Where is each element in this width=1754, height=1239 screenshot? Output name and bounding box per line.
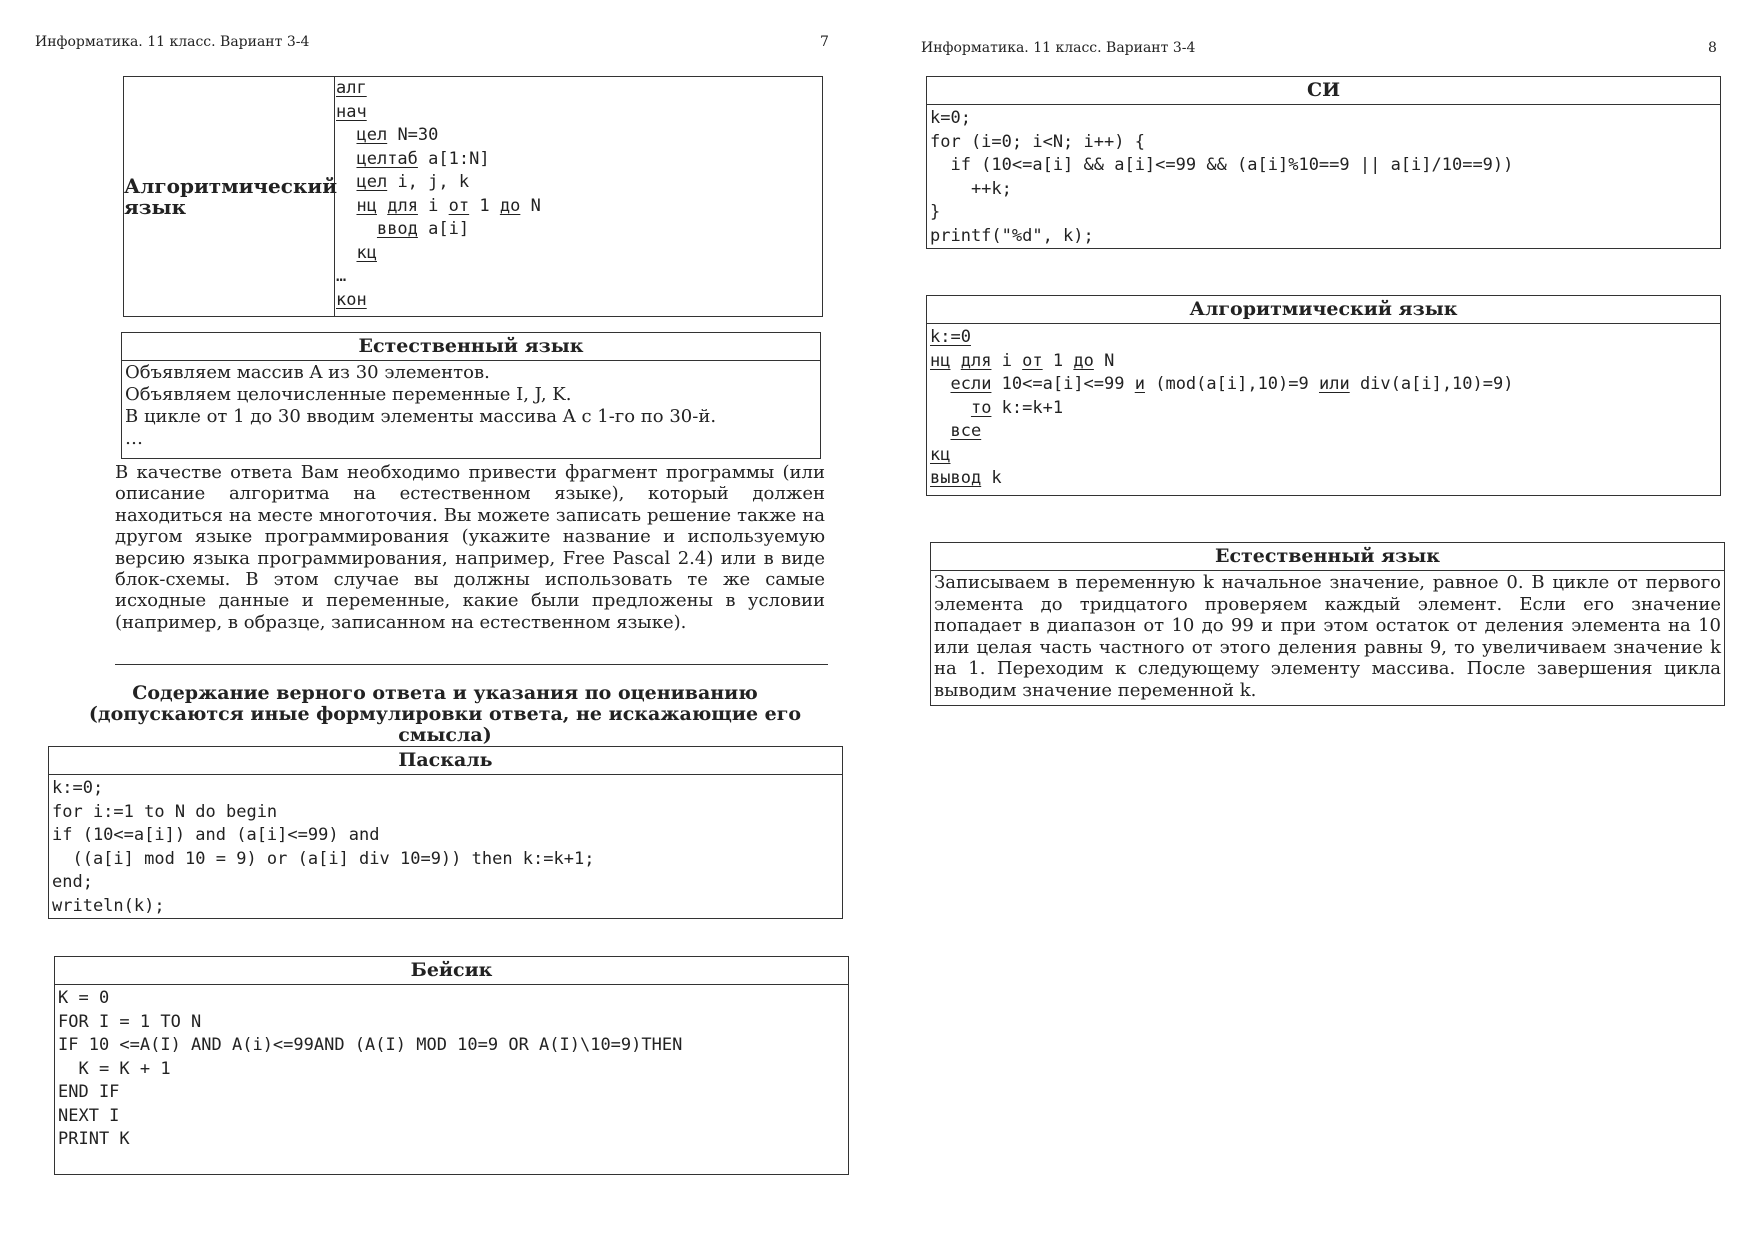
left-page-header: Информатика. 11 класс. Вариант 3-4 xyxy=(35,34,310,50)
alg-language-code: алг нач цел N=30 целтаб a[1:N] цел i, j, k нц для i от 1 до N ввод a[i] кц … кон xyxy=(336,78,541,310)
basic-code: K = 0 FOR I = 1 TO N IF 10 <=A(I) AND A(i)<=99AND (A(I) MOD 10=9 OR A(I)\10=9)THEN K = K + 1 END IF NEXT I PRINT K xyxy=(58,988,683,1149)
natural-answer-title: Естественный язык xyxy=(931,543,1724,571)
basic-box xyxy=(54,956,849,1175)
natural-language-title: Естественный язык xyxy=(122,333,820,361)
c-language-box xyxy=(926,76,1721,249)
natural-answer-box xyxy=(930,542,1725,706)
left-page-number: 7 xyxy=(820,34,829,50)
pascal-title: Паскаль xyxy=(49,747,842,775)
instruction-paragraph: В качестве ответа Вам необходимо привести фрагмент программы (или описание алгоритма на естественном языке), который должен находиться на месте многоточия. Вы можете записать решение также на другом языке программирования (укажите название и используемую версию языка программирования, например, Free Pascal 2.4) или в виде блок-схемы. В этом случае вы должны использовать те же самые исходные данные и переменные, какие были предложены в условии (например, в образце, записанном на естественном языке). xyxy=(115,462,825,633)
pascal-code: k:=0; for i:=1 to N do begin if (10<=a[i]) and (a[i]<=99) and ((a[i] mod 10 = 9) or (a[i] div 10=9)) then k:=k+1; end; writeln(k); xyxy=(52,778,595,916)
basic-title: Бейсик xyxy=(55,957,848,985)
natural-answer-text: Записываем в переменную k начальное значение, равное 0. В цикле от первого элемента до тридцатого проверяем каждый элемент. Если его значение попадает в диапазон от 10 до 99 и при этом остаток от деления элемента на 10 или целая часть частного от этого деления равны 9, то увеличиваем значение k на 1. Переходим к следующему элементу массива. После завершения цикла выводим значение переменной k. xyxy=(934,572,1721,701)
c-language-title: СИ xyxy=(927,77,1720,105)
alg-language-label: Алгоритмический язык xyxy=(124,77,335,316)
right-page-header: Информатика. 11 класс. Вариант 3-4 xyxy=(921,40,1196,56)
answer-section-title: Содержание верного ответа и указания по оцениванию (допускаются иные формулировки ответа, не искажающие его смысла) xyxy=(88,682,802,746)
natural-language-box xyxy=(121,332,821,459)
pascal-box xyxy=(48,746,843,919)
natural-language-lines: Объявляем массив A из 30 элементов. Объявляем целочисленные переменные I, J, K. В цикле от 1 до 30 вводим элементы массива A с 1-го по 30-й. … xyxy=(125,362,717,449)
alg-answer-title: Алгоритмический язык xyxy=(927,296,1720,324)
alg-answer-box xyxy=(926,295,1721,496)
alg-language-table xyxy=(123,76,823,317)
section-divider xyxy=(115,664,828,665)
alg-answer-code: k:=0 нц для i от 1 до N если 10<=a[i]<=99 и (mod(a[i],10)=9 или div(a[i],10)=9) то k:=k+1 все кц вывод k xyxy=(930,327,1514,488)
c-language-code: k=0; for (i=0; i<N; i++) { if (10<=a[i] && a[i]<=99 && (a[i]%10==9 || a[i]/10==9)) ++k; } printf("%d", k); xyxy=(930,108,1514,246)
right-page-number: 8 xyxy=(1708,40,1717,56)
